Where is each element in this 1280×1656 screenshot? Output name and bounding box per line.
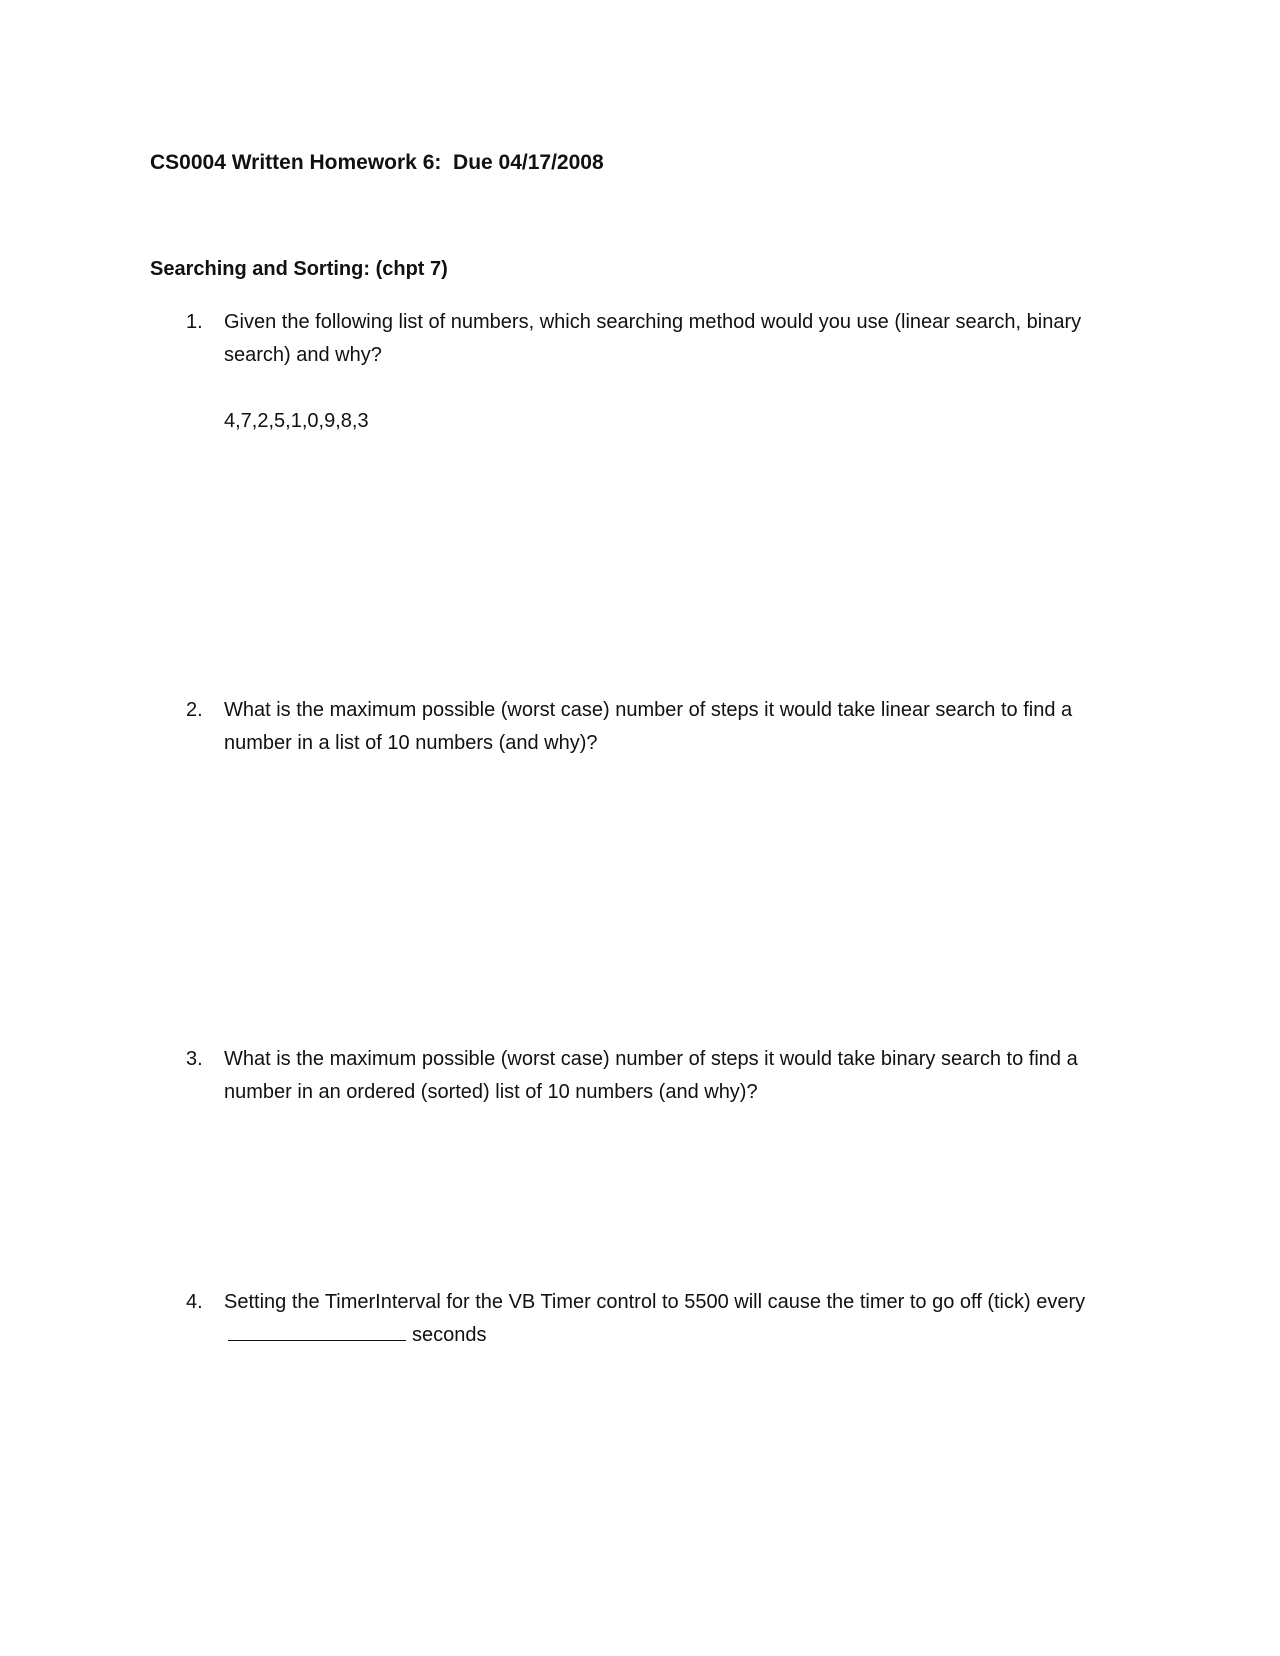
question-number: 3. xyxy=(186,1048,203,1070)
question-text: Given the following list of numbers, which searching method would you use (linear search, binary search) and why? xyxy=(224,311,1082,366)
question-text-before-blank: Setting the TimerInterval for the VB Timer control to 5500 will cause the timer to go off (tick) every xyxy=(224,1291,1086,1313)
number-list: 4,7,2,5,1,0,9,8,3 xyxy=(224,410,369,432)
question-number: 4. xyxy=(186,1291,203,1313)
question-4 xyxy=(186,1286,1136,1352)
question-number: 1. xyxy=(186,311,203,333)
question-3 xyxy=(186,1043,1136,1109)
question-number: 2. xyxy=(186,699,203,721)
answer-blank xyxy=(228,1322,406,1341)
question-2 xyxy=(186,694,1136,760)
question-text: What is the maximum possible (worst case) number of steps it would take linear search to find a number in a list of 10 numbers (and why)? xyxy=(224,699,1073,754)
question-1 xyxy=(186,306,1136,372)
question-text xyxy=(224,1286,1136,1352)
section-heading: Searching and Sorting: (chpt 7) xyxy=(150,258,448,280)
document-title: CS0004 Written Homework 6: Due 04/17/2008 xyxy=(150,151,604,174)
question-text: What is the maximum possible (worst case) number of steps it would take binary search to find a number in an ordered (sorted) list of 10 numbers (and why)? xyxy=(224,1048,1078,1103)
question-text-after-blank: seconds xyxy=(412,1324,487,1346)
